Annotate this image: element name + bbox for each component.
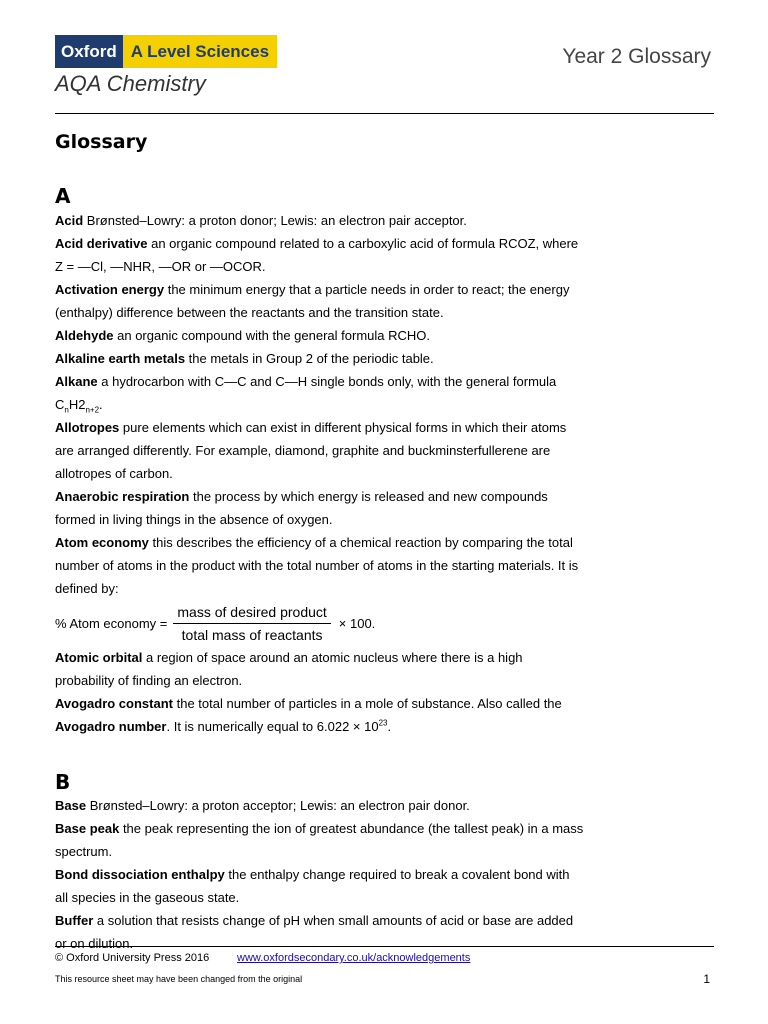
term: Aldehyde (55, 328, 114, 343)
entry-avogadro-constant (55, 692, 585, 738)
acknowledgements-link[interactable]: www.oxfordsecondary.co.uk/acknowledgements (237, 952, 471, 964)
entry-activation-energy (55, 278, 585, 324)
term: Alkane (55, 374, 98, 389)
term: Atomic orbital (55, 650, 143, 665)
entry-alkaline-earth-metals (55, 347, 585, 370)
page-title: Glossary (55, 131, 148, 153)
term: Allotropes (55, 420, 120, 435)
section-letter-a: A (55, 184, 71, 208)
entry-allotropes (55, 416, 585, 485)
definition: the enthalpy change required to break a covalent bond with all species in the gaseous state. (55, 867, 570, 905)
definition: the minimum energy that a particle needs in order to react; the energy (enthalpy) difference between the reactants and the transition state. (55, 282, 570, 320)
definition-end: . (387, 719, 392, 734)
entry-base (55, 794, 585, 817)
term: Buffer (55, 913, 94, 928)
footer-copyright: © Oxford University Press 2016 (55, 952, 210, 964)
footer-note: This resource sheet may have been changed from the original (55, 974, 303, 984)
logo-oxford-text: Oxford (55, 35, 123, 68)
definition: pure elements which can exist in different physical forms in which their atoms are arranged differently. For example, diamond, graphite and buckminsterfullerene are allotropes of carbon. (55, 420, 567, 481)
logo-series-text: A Level Sciences (123, 35, 277, 68)
definition: the peak representing the ion of greatest abundance (the tallest peak) in a mass spectrum. (55, 821, 584, 859)
superscript: 23 (378, 718, 388, 728)
footer-divider (55, 946, 714, 947)
entry-atom-economy (55, 531, 585, 600)
term: Avogadro constant (55, 696, 173, 711)
term: Bond dissociation enthalpy (55, 867, 225, 882)
definition: this describes the efficiency of a chemical reaction by comparing the total number of atoms in the product with the total number of atoms in the starting materials. It is defined by: (55, 535, 579, 596)
page-number: 1 (703, 972, 710, 986)
definition: Brønsted–Lowry: a proton acceptor; Lewis: an electron pair donor. (86, 798, 470, 813)
term: Acid (55, 213, 84, 228)
term: Acid derivative (55, 236, 148, 251)
fraction-denominator: total mass of reactants (181, 626, 323, 643)
formula-lhs: % Atom economy = (55, 615, 168, 631)
definition: a solution that resists change of pH when small amounts of acid or base are added or on dilution. (55, 913, 574, 951)
oxford-logo (55, 35, 277, 68)
term: Activation energy (55, 282, 165, 297)
header-divider (55, 113, 714, 114)
entry-alkane (55, 370, 585, 416)
glossary-content (55, 184, 585, 955)
definition: the metals in Group 2 of the periodic table. (185, 351, 434, 366)
term-secondary: Avogadro number (55, 719, 167, 734)
entry-acid (55, 209, 585, 232)
term: Alkaline earth metals (55, 351, 186, 366)
atom-economy-formula (55, 600, 585, 646)
entry-acid-derivative (55, 232, 585, 278)
term: Base peak (55, 821, 120, 836)
entry-buffer (55, 909, 585, 955)
formula-text: H2 (68, 397, 86, 412)
definition: an organic compound with the general formula RCHO. (113, 328, 431, 343)
definition: Brønsted–Lowry: a proton donor; Lewis: an electron pair acceptor. (83, 213, 467, 228)
subscript: n (64, 405, 69, 415)
definition-end: . (99, 397, 103, 412)
term: Base (55, 798, 87, 813)
subscript: n+2 (85, 405, 100, 415)
entry-atomic-orbital (55, 646, 585, 692)
header-year-title: Year 2 Glossary (562, 45, 711, 68)
formula-fraction (173, 603, 330, 644)
fraction-numerator: mass of desired product (173, 603, 330, 624)
subject-title: AQA Chemistry (55, 71, 206, 96)
entry-aldehyde (55, 324, 585, 347)
definition: a hydrocarbon with C—C and C—H single bonds only, with the general formula C (55, 374, 557, 412)
definition: the process by which energy is released and new compounds formed in living things in the absence of oxygen. (55, 489, 548, 527)
term: Atom economy (55, 535, 149, 550)
term: Anaerobic respiration (55, 489, 190, 504)
entry-bond-dissociation-enthalpy (55, 863, 585, 909)
section-letter-b: B (55, 770, 71, 794)
definition: a region of space around an atomic nucleus where there is a high probability of finding an electron. (55, 650, 523, 688)
entry-base-peak (55, 817, 585, 863)
formula-rhs: × 100. (338, 615, 376, 631)
entry-anaerobic-respiration (55, 485, 585, 531)
definition: the total number of particles in a mole of substance. Also called the (172, 696, 562, 711)
definition: an organic compound related to a carboxylic acid of formula RCOZ, where Z = —Cl, —NHR, —OR or —OCOR. (55, 236, 579, 274)
definition-continued: . It is numerically equal to 6.022 × 10 (166, 719, 379, 734)
